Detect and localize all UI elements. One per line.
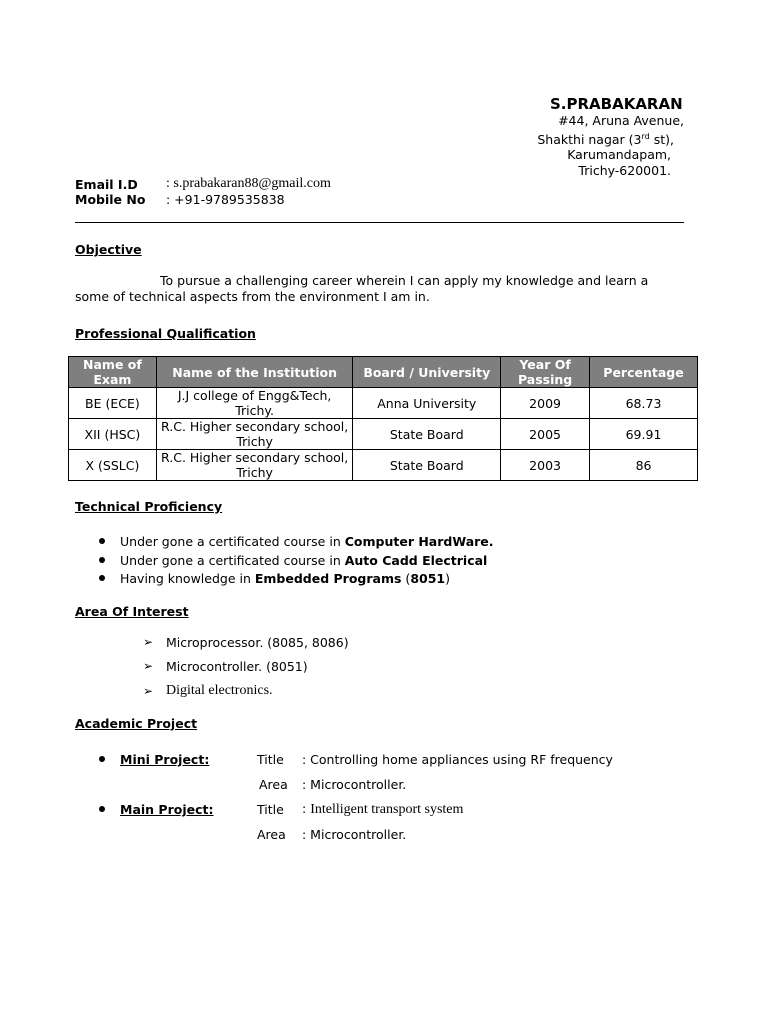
table-cell: J.J college of Engg&Tech, Trichy. — [156, 388, 353, 419]
address-line-1: #44, Aruna Avenue, — [558, 113, 684, 128]
email-label: Email I.D — [75, 177, 138, 192]
table-cell: R.C. Higher secondary school, Trichy — [156, 419, 353, 450]
table-row — [69, 388, 698, 419]
bullet-icon — [99, 538, 105, 544]
header-divider — [75, 222, 684, 223]
technical-item: Under gone a certificated course in Auto Cadd Electrical — [120, 553, 488, 568]
address-line-3: Karumandapam, — [567, 147, 671, 163]
column-header: Year Of Passing — [501, 357, 590, 388]
table-cell: State Board — [353, 419, 501, 450]
mobile-value: : +91-9789535838 — [166, 192, 285, 207]
column-header: Name of Exam — [69, 357, 157, 388]
table-cell: XII (HSC) — [69, 419, 157, 450]
table-cell: 68.73 — [590, 388, 698, 419]
table-cell: 2005 — [501, 419, 590, 450]
technical-item: Having knowledge in Embedded Programs (8051) — [120, 571, 450, 586]
bullet-icon — [99, 806, 105, 812]
objective-line-2: some of technical aspects from the environment I am in. — [75, 289, 430, 304]
table-cell: 2009 — [501, 388, 590, 419]
qualification-heading: Professional Qualification — [75, 326, 256, 341]
table-header-row — [69, 357, 698, 388]
main-title-value: : Intelligent transport system — [302, 801, 464, 817]
email-value: : s.prabakaran88@gmail.com — [166, 176, 331, 191]
table-cell: 86 — [590, 450, 698, 481]
mobile-label: Mobile No — [75, 192, 146, 207]
table-row — [69, 450, 698, 481]
address-line-4: Trichy-620001. — [578, 162, 671, 178]
mini-title-value: : Controlling home appliances using RF frequency — [302, 752, 613, 767]
bullet-icon — [99, 557, 105, 563]
main-title-key: Title — [257, 802, 284, 817]
technical-item: Under gone a certificated course in Computer HardWare. — [120, 534, 494, 549]
mini-project-label: Mini Project: — [120, 752, 210, 767]
table-cell: X (SSLC) — [69, 450, 157, 481]
bullet-icon — [99, 575, 105, 581]
table-cell: R.C. Higher secondary school, Trichy — [156, 450, 353, 481]
main-area-key: Area — [257, 827, 286, 842]
table-row — [69, 419, 698, 450]
technical-heading: Technical Proficiency — [75, 499, 223, 514]
mini-title-key: Title — [257, 752, 284, 767]
column-header: Percentage — [590, 357, 698, 388]
table-cell: 69.91 — [590, 419, 698, 450]
mini-area-value: : Microcontroller. — [302, 777, 407, 792]
table-cell: 2003 — [501, 450, 590, 481]
address-block — [537, 113, 684, 178]
academic-heading: Academic Project — [75, 716, 198, 731]
main-area-value: : Microcontroller. — [302, 827, 407, 842]
column-header: Board / University — [353, 357, 501, 388]
column-header: Name of the Institution — [156, 357, 353, 388]
arrow-bullet-icon: ➢ — [143, 635, 154, 649]
qualification-table — [68, 356, 698, 481]
arrow-bullet-icon: ➢ — [143, 659, 154, 673]
table-cell: Anna University — [353, 388, 501, 419]
address-line-2: Shakthi nagar (3rd st), — [537, 131, 674, 147]
interest-item: Microcontroller. (8051) — [166, 659, 308, 674]
bullet-icon — [99, 756, 105, 762]
interest-item: Microprocessor. (8085, 8086) — [166, 635, 349, 650]
mini-area-key: Area — [259, 777, 288, 792]
objective-line-1: To pursue a challenging career wherein I can apply my knowledge and learn a — [160, 273, 649, 288]
objective-heading: Objective — [75, 242, 142, 257]
arrow-bullet-icon: ➢ — [143, 684, 154, 698]
interest-heading: Area Of Interest — [75, 604, 189, 619]
main-project-label: Main Project: — [120, 802, 214, 817]
interest-item: Digital electronics. — [166, 683, 273, 698]
table-cell: State Board — [353, 450, 501, 481]
table-cell: BE (ECE) — [69, 388, 157, 419]
resume-name: S.PRABAKARAN — [550, 95, 683, 113]
